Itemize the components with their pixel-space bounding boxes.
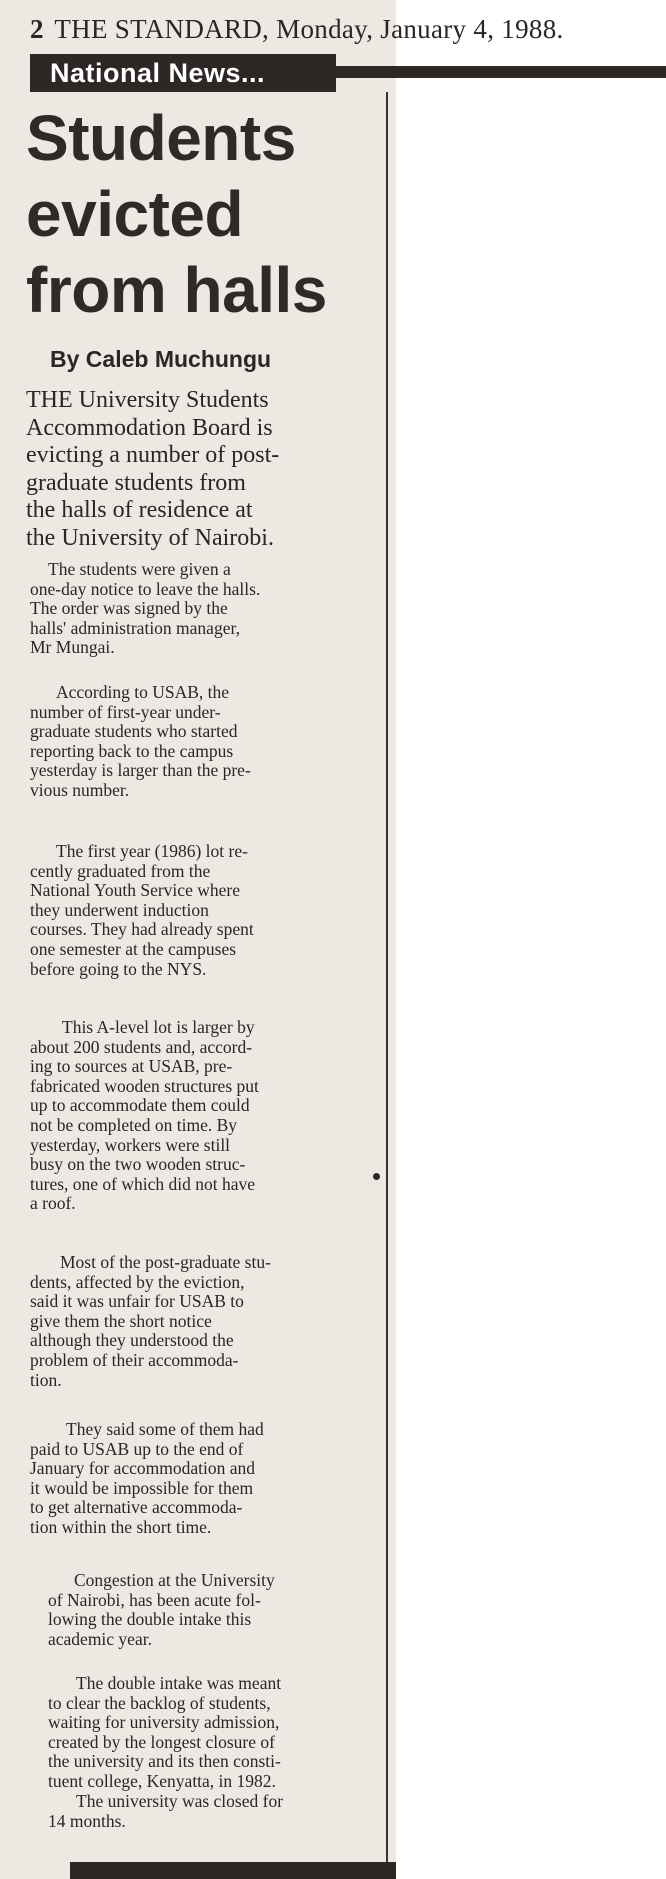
body-line: The double intake was meant bbox=[76, 1673, 282, 1693]
body-line: reporting back to the campus bbox=[30, 740, 234, 761]
body-line: the university and its then consti- bbox=[48, 1751, 281, 1772]
body-line: paid to USAB up to the end of bbox=[30, 1438, 244, 1459]
lede-line: evicting a number of post- bbox=[26, 442, 280, 468]
body-line: courses. They had already spent bbox=[30, 919, 254, 940]
body-line: tuent college, Kenyatta, in 1982. bbox=[48, 1770, 276, 1791]
column-rule bbox=[386, 92, 388, 1870]
headline bbox=[26, 100, 366, 328]
body-paragraph bbox=[30, 1253, 352, 1390]
body-line: Most of the post-graduate stu- bbox=[60, 1252, 271, 1272]
body-line: about 200 students and, accord- bbox=[30, 1036, 253, 1057]
body-line: They said some of them had bbox=[66, 1419, 264, 1439]
body-line: one semester at the campuses bbox=[30, 938, 237, 959]
body-paragraph bbox=[48, 1571, 370, 1649]
margin-dot bbox=[373, 1173, 380, 1180]
headline-line: from halls bbox=[26, 254, 327, 326]
lede-line: THE University Students bbox=[26, 387, 269, 413]
section-rule bbox=[330, 66, 666, 78]
body-line: January for accommodation and bbox=[30, 1458, 255, 1479]
body-paragraph bbox=[30, 1420, 352, 1538]
headline-line: Students bbox=[26, 102, 296, 174]
body-line: to clear the backlog of students, bbox=[48, 1692, 271, 1713]
lede-line: the halls of residence at bbox=[26, 497, 253, 523]
bottom-rule bbox=[70, 1862, 396, 1879]
masthead bbox=[30, 14, 666, 45]
body-line: up to accommodate them could bbox=[30, 1095, 250, 1116]
body-line: they underwent induction bbox=[30, 899, 209, 920]
page-number: 2 bbox=[30, 14, 44, 44]
body-line: dents, affected by the eviction, bbox=[30, 1271, 245, 1292]
body-line: The first year (1986) lot re- bbox=[56, 841, 248, 861]
lede-line: the University of Nairobi. bbox=[26, 524, 274, 551]
section-label: National News... bbox=[50, 58, 266, 88]
body-line: National Youth Service where bbox=[30, 880, 240, 901]
body-line: vious number. bbox=[30, 779, 130, 800]
body-line: yesterday, workers were still bbox=[30, 1134, 231, 1155]
lede-paragraph bbox=[26, 387, 344, 552]
body-line: one-day notice to leave the halls. bbox=[30, 578, 261, 599]
body-line: cently graduated from the bbox=[30, 860, 211, 881]
body-line: not be completed on time. By bbox=[30, 1114, 238, 1135]
body-paragraph bbox=[30, 683, 352, 801]
body-line: academic year. bbox=[48, 1628, 152, 1649]
body-line: The university was closed for bbox=[76, 1791, 284, 1811]
body-line: lowing the double intake this bbox=[48, 1609, 252, 1630]
body-line: tures, one of which did not have bbox=[30, 1173, 256, 1194]
body-line: The students were given a bbox=[48, 559, 231, 579]
body-line: created by the longest closure of bbox=[48, 1731, 275, 1752]
body-line: 14 months. bbox=[48, 1810, 126, 1831]
body-line: although they understood the bbox=[30, 1330, 234, 1351]
body-line: to get alternative accommoda- bbox=[30, 1497, 243, 1518]
body-line: give them the short notice bbox=[30, 1310, 212, 1331]
body-line: This A-level lot is larger by bbox=[62, 1017, 255, 1037]
body-line: graduate students who started bbox=[30, 721, 238, 742]
body-line: a roof. bbox=[30, 1193, 76, 1214]
byline: By Caleb Muchungu bbox=[50, 346, 272, 372]
headline-line: evicted bbox=[26, 178, 244, 250]
body-line: it would be impossible for them bbox=[30, 1477, 254, 1498]
body-line: waiting for university admission, bbox=[48, 1712, 280, 1733]
body-paragraph bbox=[30, 560, 352, 658]
lede-line: graduate students from bbox=[26, 469, 246, 496]
body-line: said it was unfair for USAB to bbox=[30, 1291, 244, 1312]
body-line: fabricated wooden structures put bbox=[30, 1075, 259, 1096]
body-paragraph bbox=[48, 1792, 370, 1831]
body-line: Congestion at the University bbox=[74, 1570, 275, 1590]
body-line: halls' administration manager, bbox=[30, 617, 240, 638]
body-line: The order was signed by the bbox=[30, 598, 228, 619]
body-line: According to USAB, the bbox=[56, 682, 230, 702]
body-line: before going to the NYS. bbox=[30, 958, 207, 979]
body-line: busy on the two wooden struc- bbox=[30, 1154, 246, 1175]
lede-line: Accommodation Board is bbox=[26, 414, 273, 441]
body-paragraph bbox=[48, 1674, 370, 1792]
body-paragraph bbox=[30, 842, 352, 979]
body-line: tion. bbox=[30, 1369, 62, 1390]
body-line: tion within the short time. bbox=[30, 1516, 212, 1537]
masthead-text: THE STANDARD, Monday, January 4, 1988. bbox=[54, 14, 564, 44]
body-line: yesterday is larger than the pre- bbox=[30, 760, 251, 781]
body-line: ing to sources at USAB, pre- bbox=[30, 1056, 233, 1077]
body-line: number of first-year under- bbox=[30, 701, 221, 722]
body-line: problem of their accommoda- bbox=[30, 1349, 239, 1370]
body-paragraph bbox=[30, 1018, 352, 1214]
body-line: Mr Mungai. bbox=[30, 637, 115, 658]
body-line: of Nairobi, has been acute fol- bbox=[48, 1589, 261, 1610]
